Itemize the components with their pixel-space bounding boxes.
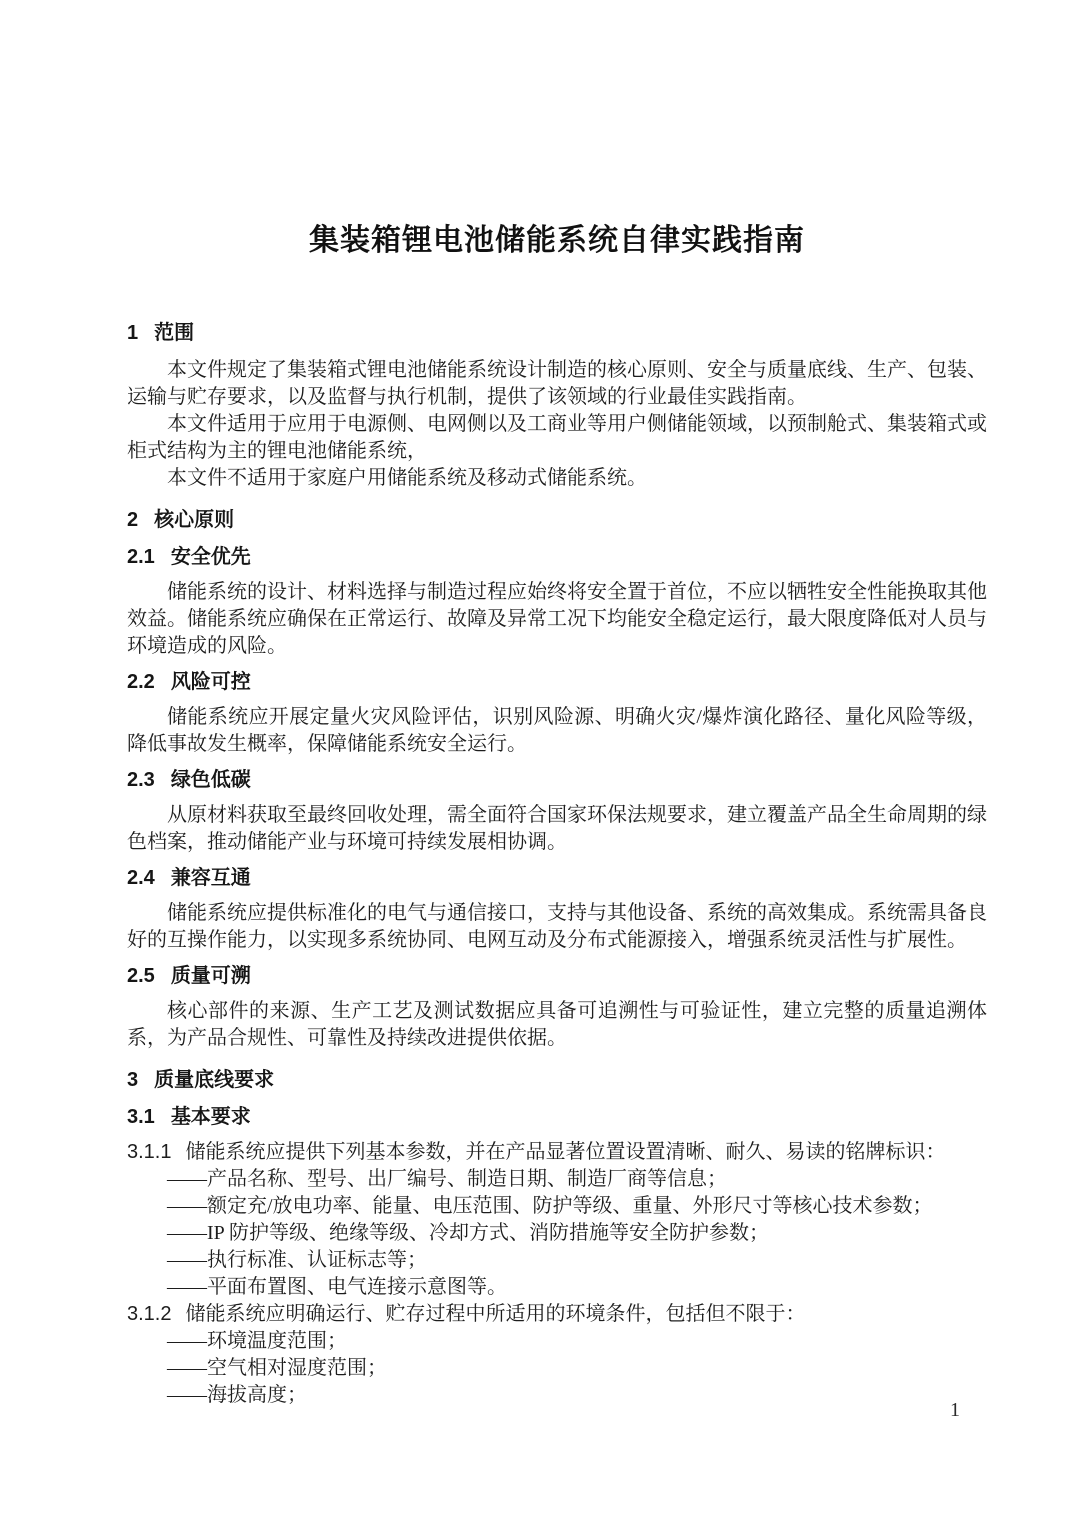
subsection-heading-2-1 <box>127 544 987 571</box>
list-item-standards-marks: ——执行标准、认证标志等； <box>167 1249 427 1271</box>
principle-body-2-5: 核心部件的来源、生产工艺及测试数据应具备可追溯性与可验证性，建立完整的质量追溯体系，为产品合规性、可靠性及持续改进提供依据。 <box>127 1000 987 1049</box>
list-item-protection-params: ——IP 防护等级、绝缘等级、冷却方式、消防措施等安全防护参数； <box>167 1222 770 1244</box>
section-heading-scope <box>127 320 987 347</box>
principle-body-2-1: 储能系统的设计、材料选择与制造过程应始终将安全置于首位，不应以牺牲安全性能换取其他效益。储能系统应确保在正常运行、故障及异常工况下均能安全稳定运行，最大限度降低对人员与环境造成的风险。 <box>127 581 987 657</box>
clause-3-1-1 <box>127 1139 987 1166</box>
subsection-title: 基本要求 <box>170 1106 251 1128</box>
subsection-heading-2-5 <box>127 963 987 990</box>
subsection-heading-2-4 <box>127 865 987 892</box>
principle-body-2-4: 储能系统应提供标准化的电气与通信接口，支持与其他设备、系统的高效集成。系统需具备良好的互操作能力，以实现多系统协同、电网互动及分布式能源接入，增强系统灵活性与扩展性。 <box>127 902 987 951</box>
subsection-title: 质量可溯 <box>170 965 251 987</box>
clause-text: 储能系统应明确运行、贮存过程中所适用的环境条件，包括但不限于： <box>185 1303 806 1325</box>
subsection-heading-2-2 <box>127 669 987 696</box>
subsection-number: 2.4 <box>127 867 155 889</box>
section-heading-principles <box>127 507 987 534</box>
document-title: 集装箱锂电池储能系统自律实践指南 <box>309 224 805 257</box>
subsection-number: 2.2 <box>127 671 155 693</box>
principle-body-2-3: 从原材料获取至最终回收处理，需全面符合国家环保法规要求，建立覆盖产品全生命周期的绿色档案，推动储能产业与环境可持续发展相协调。 <box>127 804 987 853</box>
subsection-title: 绿色低碳 <box>170 769 251 791</box>
scope-paragraph-2: 本文件适用于应用于电源侧、电网侧以及工商业等用户侧储能领域，以预制舱式、集装箱式或柜式结构为主的锂电池储能系统， <box>127 413 987 462</box>
clause-number: 3.1.1 <box>127 1141 172 1163</box>
section-number: 3 <box>127 1069 139 1091</box>
subsection-title: 安全优先 <box>170 546 251 568</box>
scope-paragraph-3: 本文件不适用于家庭户用储能系统及移动式储能系统。 <box>167 467 647 489</box>
list-item-layout-diagrams: ——平面布置图、电气连接示意图等。 <box>167 1276 507 1298</box>
list-item-humidity-range: ——空气相对湿度范围； <box>167 1357 387 1379</box>
list-item-temperature-range: ——环境温度范围； <box>167 1330 347 1352</box>
section-number: 2 <box>127 509 139 531</box>
scope-paragraph-1: 本文件规定了集装箱式锂电池储能系统设计制造的核心原则、安全与质量底线、生产、包装、运输与贮存要求，以及监督与执行机制，提供了该领域的行业最佳实践指南。 <box>127 359 987 408</box>
subsection-heading-3-1 <box>127 1104 987 1131</box>
section-heading-quality <box>127 1067 987 1094</box>
subsection-title: 风险可控 <box>170 671 251 693</box>
page-number: 1 <box>950 1399 960 1421</box>
clause-number: 3.1.2 <box>127 1303 172 1325</box>
list-item-technical-params: ——额定充/放电功率、能量、电压范围、防护等级、重量、外形尺寸等核心技术参数； <box>167 1195 933 1217</box>
section-number: 1 <box>127 322 139 344</box>
subsection-heading-2-3 <box>127 767 987 794</box>
subsection-number: 2.1 <box>127 546 155 568</box>
subsection-number: 2.5 <box>127 965 155 987</box>
section-title: 质量底线要求 <box>154 1069 275 1091</box>
subsection-number: 3.1 <box>127 1106 155 1128</box>
subsection-title: 兼容互通 <box>170 867 251 889</box>
subsection-number: 2.3 <box>127 769 155 791</box>
list-item-nameplate-info: ——产品名称、型号、出厂编号、制造日期、制造厂商等信息； <box>167 1168 727 1190</box>
principle-body-2-2: 储能系统应开展定量火灾风险评估，识别风险源、明确火灾/爆炸演化路径、量化风险等级，降低事故发生概率，保障储能系统安全运行。 <box>127 706 987 755</box>
section-title: 核心原则 <box>154 509 235 531</box>
clause-text: 储能系统应提供下列基本参数，并在产品显著位置设置清晰、耐久、易读的铭牌标识： <box>185 1141 946 1163</box>
clause-3-1-2 <box>127 1301 987 1328</box>
list-item-altitude: ——海拔高度； <box>167 1384 307 1406</box>
section-title: 范围 <box>154 322 195 344</box>
